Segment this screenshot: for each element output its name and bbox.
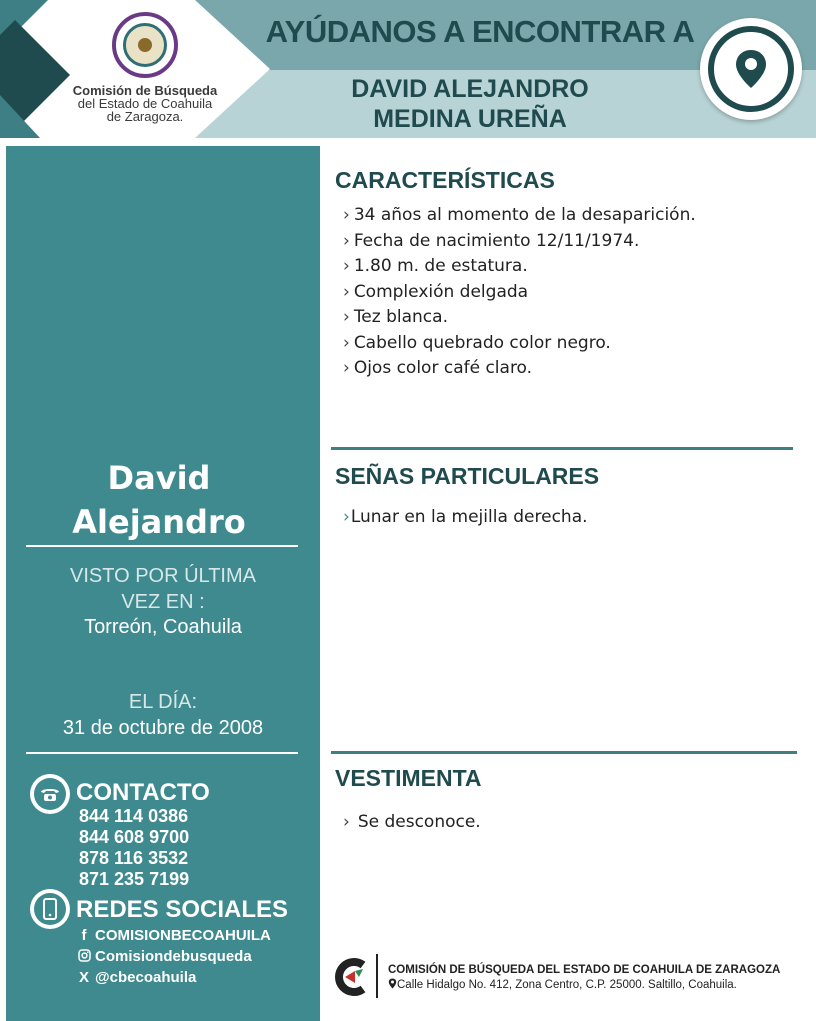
caracteristicas-list xyxy=(343,203,696,382)
list-item-text: Lunar en la mejilla derecha. xyxy=(350,507,588,527)
senas-list xyxy=(343,505,588,531)
footer-divider xyxy=(376,954,378,998)
org-line-2: del Estado de Coahuila xyxy=(77,96,213,111)
instagram-handle: Comisiondebusqueda xyxy=(95,948,252,965)
x-handle: @cbecoahuila xyxy=(95,969,197,986)
facebook-handle: COMISIONBECOAHUILA xyxy=(95,927,271,944)
section-divider xyxy=(331,751,797,754)
telephone-glyph-icon xyxy=(39,785,61,803)
phone-number-3[interactable]: 878 116 3532 xyxy=(79,848,189,868)
middle-name: Alejandro xyxy=(72,503,246,541)
list-item xyxy=(343,280,696,306)
list-item-text: Tez blanca. xyxy=(353,307,448,327)
first-name: David xyxy=(107,459,211,497)
list-item xyxy=(343,229,696,255)
phone-number-2[interactable]: 844 608 9700 xyxy=(79,827,190,847)
section-title-vestimenta: VESTIMENTA xyxy=(335,765,482,791)
list-item xyxy=(343,331,696,357)
date-value: 31 de octubre de 2008 xyxy=(62,717,264,739)
list-item-text: Complexión delgada xyxy=(353,281,529,302)
last-seen-label-1: VISTO POR ÚLTIMA xyxy=(70,565,256,587)
list-item xyxy=(343,305,696,331)
location-pin-icon xyxy=(733,48,769,90)
phone-number-4[interactable]: 871 235 7199 xyxy=(79,869,190,889)
chevron-right-icon: › xyxy=(343,358,350,378)
chevron-right-icon: › xyxy=(343,332,350,353)
chevron-right-icon: › xyxy=(343,281,350,302)
chevron-right-icon: › xyxy=(343,256,350,276)
chevron-right-icon: › xyxy=(343,307,350,327)
date-divider xyxy=(26,752,298,754)
footer-org-name: COMISIÓN DE BÚSQUEDA DEL ESTADO DE COAHUILA DE ZARAGOZA xyxy=(388,964,781,976)
section-title-caracteristicas: CARACTERÍSTICAS xyxy=(335,167,555,193)
footer-address xyxy=(388,978,737,991)
list-item xyxy=(343,203,696,229)
last-seen-label-2: VEZ EN : xyxy=(121,591,205,613)
date-label: EL DÍA: xyxy=(128,691,198,713)
facebook-icon: f xyxy=(81,927,87,944)
social-facebook[interactable] xyxy=(76,925,271,946)
contact-heading: CONTACTO xyxy=(76,779,210,806)
instagram-icon xyxy=(76,946,92,967)
chevron-right-icon: › xyxy=(343,230,350,251)
list-item-text: 1.80 m. de estatura. xyxy=(353,256,528,276)
vestimenta-list xyxy=(343,810,481,836)
phone-icon xyxy=(30,774,70,814)
name-divider xyxy=(26,545,298,547)
org-line-3: de Zaragoza. xyxy=(106,109,184,124)
last-seen-place: Torreón, Coahuila xyxy=(84,616,242,638)
list-item-text: 34 años al momento de la desaparición. xyxy=(353,205,696,225)
map-pin-icon xyxy=(388,978,397,989)
list-item-text: Cabello quebrado color negro. xyxy=(353,332,611,353)
list-item xyxy=(343,254,696,280)
section-title-senas: SEÑAS PARTICULARES xyxy=(335,463,600,489)
smartphone-glyph-icon xyxy=(43,898,57,920)
list-item xyxy=(343,505,588,531)
full-name-line-2: MEDINA UREÑA xyxy=(373,105,567,133)
social-x[interactable] xyxy=(76,967,196,988)
x-icon: X xyxy=(78,969,89,986)
list-item-text: Se desconoce. xyxy=(357,812,481,832)
org-line-1: Comisión de Búsqueda xyxy=(72,83,218,98)
full-name-line-1: DAVID ALEJANDRO xyxy=(351,75,589,103)
social-instagram[interactable] xyxy=(76,946,252,967)
page-title: AYÚDANOS A ENCONTRAR A xyxy=(265,14,695,49)
list-item-text: Ojos color café claro. xyxy=(353,358,533,378)
phone-number-1[interactable]: 844 114 0386 xyxy=(79,806,189,826)
chevron-right-icon: › xyxy=(343,812,350,832)
missing-person-full-name xyxy=(320,74,620,134)
person-short-name xyxy=(20,456,298,544)
commission-logo-text xyxy=(60,84,230,123)
list-item xyxy=(343,356,696,382)
social-heading: REDES SOCIALES xyxy=(76,896,289,923)
chevron-right-icon: › xyxy=(343,205,350,225)
chevron-right-icon: › xyxy=(343,507,350,527)
smartphone-icon xyxy=(30,889,70,929)
commission-c-logo-icon xyxy=(333,957,373,997)
section-divider xyxy=(331,447,793,450)
footer-address-text: Calle Hidalgo No. 412, Zona Centro, C.P. 25000. Saltillo, Coahuila. xyxy=(397,979,737,991)
logo-seal-hub xyxy=(138,38,152,52)
list-item xyxy=(343,810,481,836)
list-item-text: Fecha de nacimiento 12/11/1974. xyxy=(353,230,640,251)
